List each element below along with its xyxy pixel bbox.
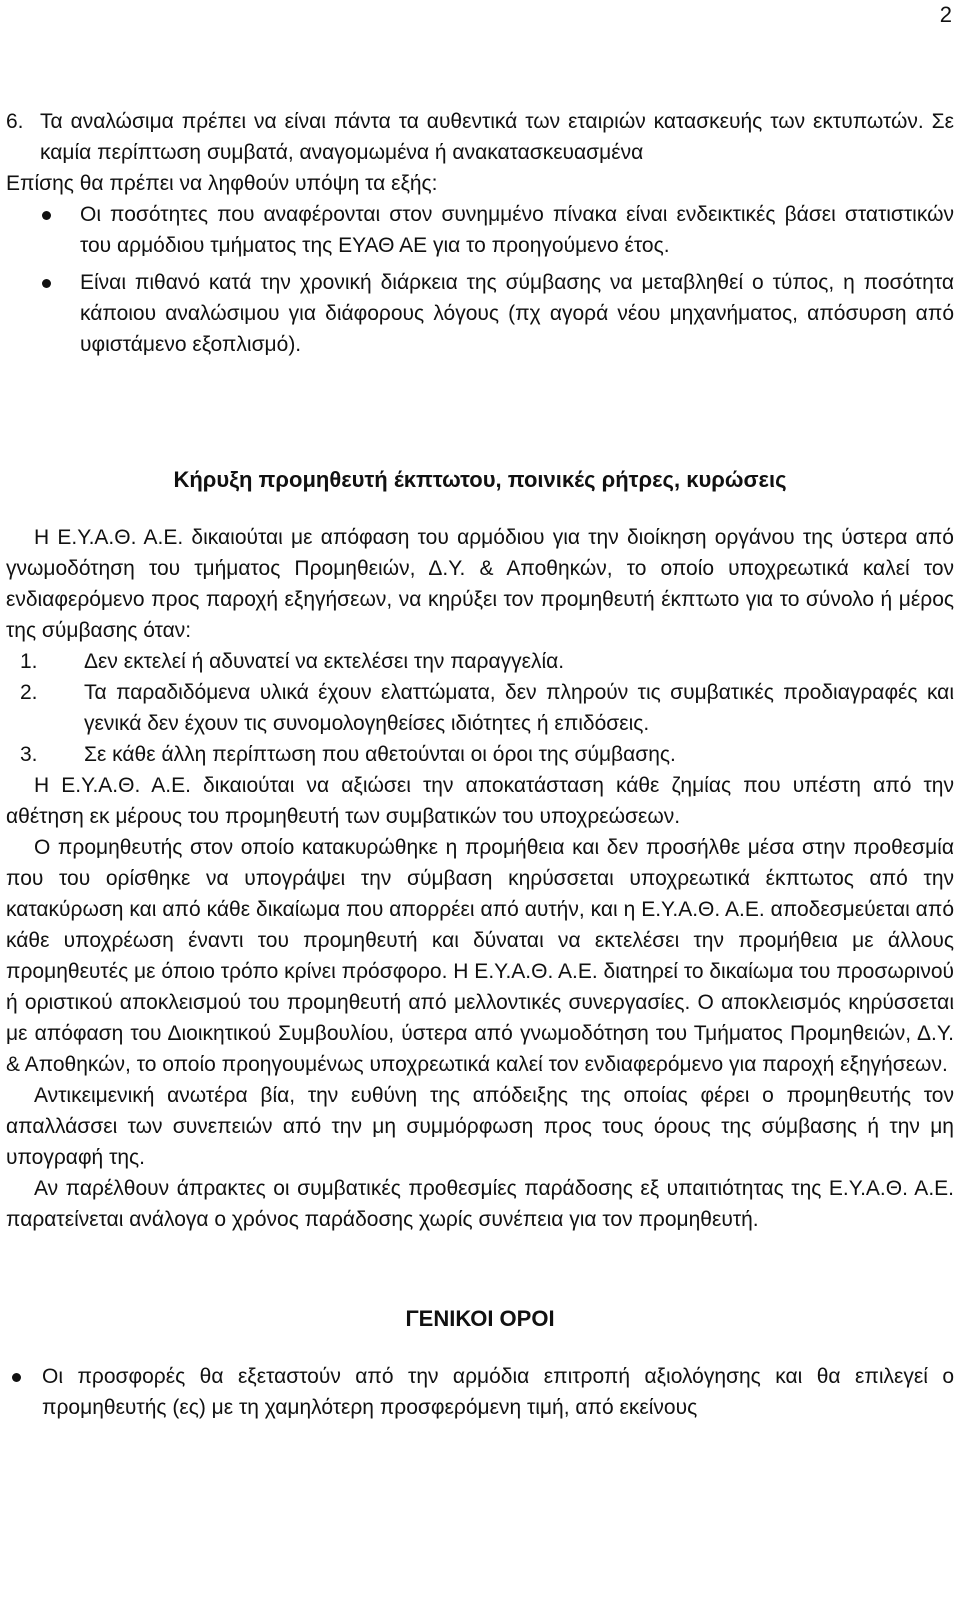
bullet-icon [42,279,51,288]
section-title-penalties: Κήρυξη προμηθευτή έκπτωτου, ποινικές ρήτρες, κυρώσεις [173,467,787,492]
clause-6 [6,106,954,168]
bullet-icon [42,211,51,220]
bullet-text: Οι ποσότητες που αναφέρονται στον συνημμένο πίνακα είναι ενδεικτικές βάσει στατιστικών του αρμόδιου τμήματος της ΕΥΑΘ ΑΕ για το προηγούμενο έτος. [80,203,954,257]
clause-6-number: 6. [6,110,24,133]
bullet-text: Οι προσφορές θα εξεταστούν από την αρμόδια επιτροπή αξιολόγησης και θα επιλεγεί ο προμηθευτής (ες) με τη χαμηλότερη προσφερόμενη τιμή, από εκείνους [42,1365,954,1419]
condition-number: 1. [20,650,38,673]
list-item [6,1361,954,1423]
condition-number: 3. [20,743,38,766]
conditions-list [6,646,954,770]
penalties-paragraph-3: Ο προμηθευτής στον οποίο κατακυρώθηκε η προμήθεια και δεν προσήλθε μέσα στην προθεσμία που του ορίσθηκε να υπογράψει την σύμβαση κηρύσσεται υποχρεωτικά έκπτωτος από την κατακύρωση και από κάθε δικαίωμα που απορρέει από αυτήν, και η Ε.Υ.Α.Θ. Α.Ε. αποδεσμεύεται από κάθε υποχρέωση έναντι του προμηθευτή και δύναται να εκτελέσει την προμήθεια με άλλους προμηθευτές με όποιο τρόπο κρίνει πρόσφορο. Η Ε.Υ.Α.Θ. Α.Ε. διατηρεί το δικαίωμα του προσωρινού ή οριστικού αποκλεισμού του προμηθευτή από μελλοντικές συνεργασίες. Ο αποκλεισμός κηρύσσεται με απόφαση του Διοικητικού Συμβουλίου, ύστερα από γνωμοδότηση του Τμήματος Προμηθειών, Δ.Υ. & Αποθηκών, το οποίο προηγουμένως υποχρεωτικά καλεί τον ενδιαφερόμενο για παροχή εξηγήσεων. [6,836,954,1076]
list-item [6,646,954,677]
penalties-paragraph-5: Αν παρέλθουν άπρακτες οι συμβατικές προθεσμίες παράδοσης εξ υπαιτιότητας της Ε.Υ.Α.Θ. Α.Ε. παρατείνεται ανάλογα ο χρόνος παράδοσης χωρίς συνέπεια για τον προμηθευτή. [6,1177,954,1231]
general-terms-bullet-list [6,1361,954,1423]
list-item [6,199,954,261]
bullet-icon [12,1373,21,1382]
consider-intro: Επίσης θα πρέπει να ληφθούν υπόψη τα εξής: [6,172,438,195]
condition-text: Τα παραδιδόμενα υλικά έχουν ελαττώματα, δεν πληρούν τις συμβατικές προδιαγραφές και γενικά δεν έχουν τις συνομολογηθείσες ιδιότητες ή επιδόσεις. [84,681,954,735]
list-item [6,739,954,770]
consider-bullet-list [6,199,954,360]
list-item [6,677,954,739]
list-item [6,267,954,360]
penalties-paragraph-1: Η Ε.Υ.Α.Θ. Α.Ε. δικαιούται με απόφαση του αρμόδιου για την διοίκηση οργάνου της ύστερα από γνωμοδότηση του τμήματος Προμηθειών, Δ.Υ. & Αποθηκών, το οποίο υποχρεωτικά καλεί τον ενδιαφερόμενο προς παροχή εξηγήσεων, να κηρύξει τον προμηθευτή έκπτωτο για το σύνολο ή μέρος της σύμβασης όταν: [6,526,954,642]
clause-6-text: Τα αναλώσιμα πρέπει να είναι πάντα τα αυθεντικά των εταιριών κατασκευής των εκτυπωτών. Σε καμία περίπτωση συμβατά, αναγομωμένα ή ανακατασκευασμένα [40,110,954,164]
page-number: 2 [939,2,952,27]
page-content [6,106,954,1423]
penalties-paragraph-2: Η Ε.Υ.Α.Θ. Α.Ε. δικαιούται να αξιώσει την αποκατάσταση κάθε ζημίας που υπέστη από την αθέτηση εκ μέρους του προμηθευτή των συμβατικών του υποχρεώσεων. [6,774,954,828]
condition-text: Σε κάθε άλλη περίπτωση που αθετούνται οι όροι της σύμβασης. [84,743,676,766]
condition-number: 2. [20,681,38,704]
penalties-paragraph-4: Αντικειμενική ανωτέρα βία, την ευθύνη της απόδειξης της οποίας φέρει ο προμηθευτής τον απαλλάσσει των συνεπειών από την μη συμμόρφωση προς τους όρους της σύμβασης ή την μη υπογραφή της. [6,1084,954,1169]
bullet-text: Είναι πιθανό κατά την χρονική διάρκεια της σύμβασης να μεταβληθεί ο τύπος, η ποσότητα κάποιου αναλώσιμου για διάφορους λόγους (πχ αγορά νέου μηχανήματος, απόσυρση από υφιστάμενο εξοπλισμό). [80,271,954,356]
section-title-general-terms: ΓΕΝΙΚΟΙ ΟΡΟΙ [405,1306,555,1331]
condition-text: Δεν εκτελεί ή αδυνατεί να εκτελέσει την παραγγελία. [84,650,565,673]
